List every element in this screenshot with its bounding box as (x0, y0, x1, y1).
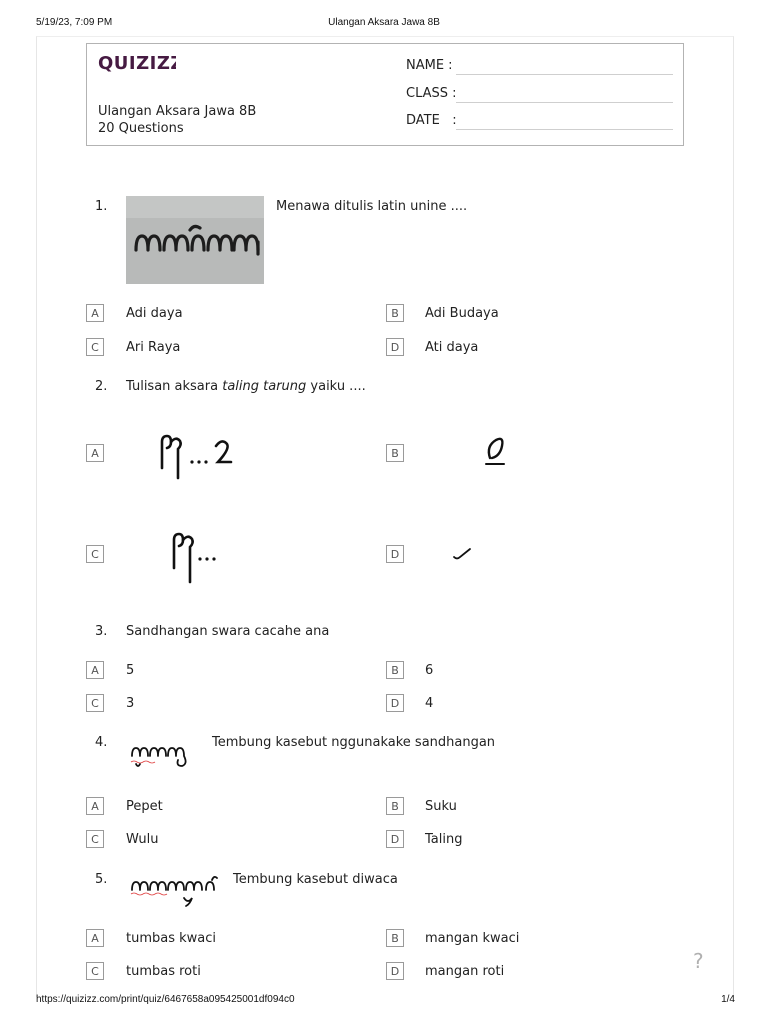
option-letter-box[interactable]: C (86, 338, 104, 356)
option-text[interactable]: Suku (425, 799, 457, 814)
option-text[interactable]: mangan roti (425, 964, 505, 979)
option-text[interactable]: Ari Raya (126, 340, 181, 355)
print-datetime: 5/19/23, 7:09 PM (36, 17, 113, 28)
svg-text:QUIZIZZ: QUIZIZZ (98, 53, 176, 74)
question-text: Tembung kasebut diwaca (233, 872, 398, 887)
option-letter-box[interactable]: A (86, 304, 104, 322)
question-number: 3. (95, 624, 108, 639)
question-text: Tembung kasebut nggunakake sandhangan (212, 735, 496, 750)
question-number: 1. (95, 199, 108, 214)
option-text[interactable]: Adi Budaya (425, 306, 499, 321)
option-letter-box[interactable]: C (86, 694, 104, 712)
page-frame (36, 36, 734, 997)
option-text[interactable]: Ati daya (425, 340, 479, 355)
javanese-word-image (128, 872, 220, 908)
question-text: Sandhangan swara cacahe ana (126, 624, 330, 639)
option-letter-box[interactable]: C (86, 962, 104, 980)
option-text[interactable]: Adi daya (126, 306, 183, 321)
question-count: 20 Questions (98, 121, 184, 136)
option-text[interactable]: mangan kwaci (425, 931, 520, 946)
option-text[interactable]: 5 (126, 663, 135, 678)
option-letter-box[interactable]: C (86, 545, 104, 563)
option-letter-box[interactable]: D (386, 545, 404, 563)
quizizz-logo-mark (98, 52, 176, 74)
quiz-title: Ulangan Aksara Jawa 8B (98, 104, 257, 119)
option-text[interactable]: Wulu (126, 832, 159, 847)
taling-glyph[interactable] (164, 528, 234, 588)
print-title: Ulangan Aksara Jawa 8B (328, 17, 440, 28)
option-text[interactable]: Taling (425, 832, 463, 847)
question-text: Menawa ditulis latin unine .... (276, 199, 468, 214)
question-text: Tulisan aksara taling tarung yaiku .... (126, 379, 366, 394)
option-letter-box[interactable]: C (86, 830, 104, 848)
option-text[interactable]: tumbas roti (126, 964, 201, 979)
javanese-script-photo (126, 196, 264, 284)
option-letter-box[interactable]: B (386, 661, 404, 679)
javanese-word-image (128, 738, 192, 770)
date-field[interactable] (456, 129, 673, 130)
option-text[interactable]: tumbas kwaci (126, 931, 217, 946)
question-number: 4. (95, 735, 108, 750)
option-letter-box[interactable]: B (386, 797, 404, 815)
class-field[interactable] (456, 102, 673, 103)
question-number: 5. (95, 872, 108, 887)
option-letter-box[interactable]: D (386, 962, 404, 980)
option-letter-box[interactable]: A (86, 797, 104, 815)
name-label: NAME : (406, 58, 453, 73)
option-text[interactable]: 6 (425, 663, 434, 678)
question-mark-icon[interactable]: ? (693, 949, 704, 973)
cecak-glyph[interactable] (480, 432, 510, 470)
option-letter-box[interactable]: A (86, 929, 104, 947)
option-text[interactable]: 3 (126, 696, 135, 711)
pangkon-glyph[interactable] (450, 545, 474, 563)
quizizz-logo (98, 52, 176, 79)
print-page-number: 1/4 (721, 994, 735, 1005)
option-letter-box[interactable]: D (386, 338, 404, 356)
option-letter-box[interactable]: B (386, 444, 404, 462)
option-letter-box[interactable]: A (86, 444, 104, 462)
option-text[interactable]: Pepet (126, 799, 163, 814)
taling-tarung-glyph[interactable] (150, 428, 250, 484)
name-field[interactable] (456, 74, 673, 75)
option-letter-box[interactable]: B (386, 304, 404, 322)
option-letter-box[interactable]: B (386, 929, 404, 947)
question-emphasis: taling tarung (222, 379, 307, 394)
date-label: DATE : (406, 113, 457, 128)
option-letter-box[interactable]: A (86, 661, 104, 679)
option-letter-box[interactable]: D (386, 694, 404, 712)
quiz-header-box (86, 43, 684, 146)
print-url: https://quizizz.com/print/quiz/6467658a095425001df094c0 (36, 994, 295, 1005)
question-number: 2. (95, 379, 108, 394)
class-label: CLASS : (406, 86, 457, 101)
option-text[interactable]: 4 (425, 696, 434, 711)
option-letter-box[interactable]: D (386, 830, 404, 848)
